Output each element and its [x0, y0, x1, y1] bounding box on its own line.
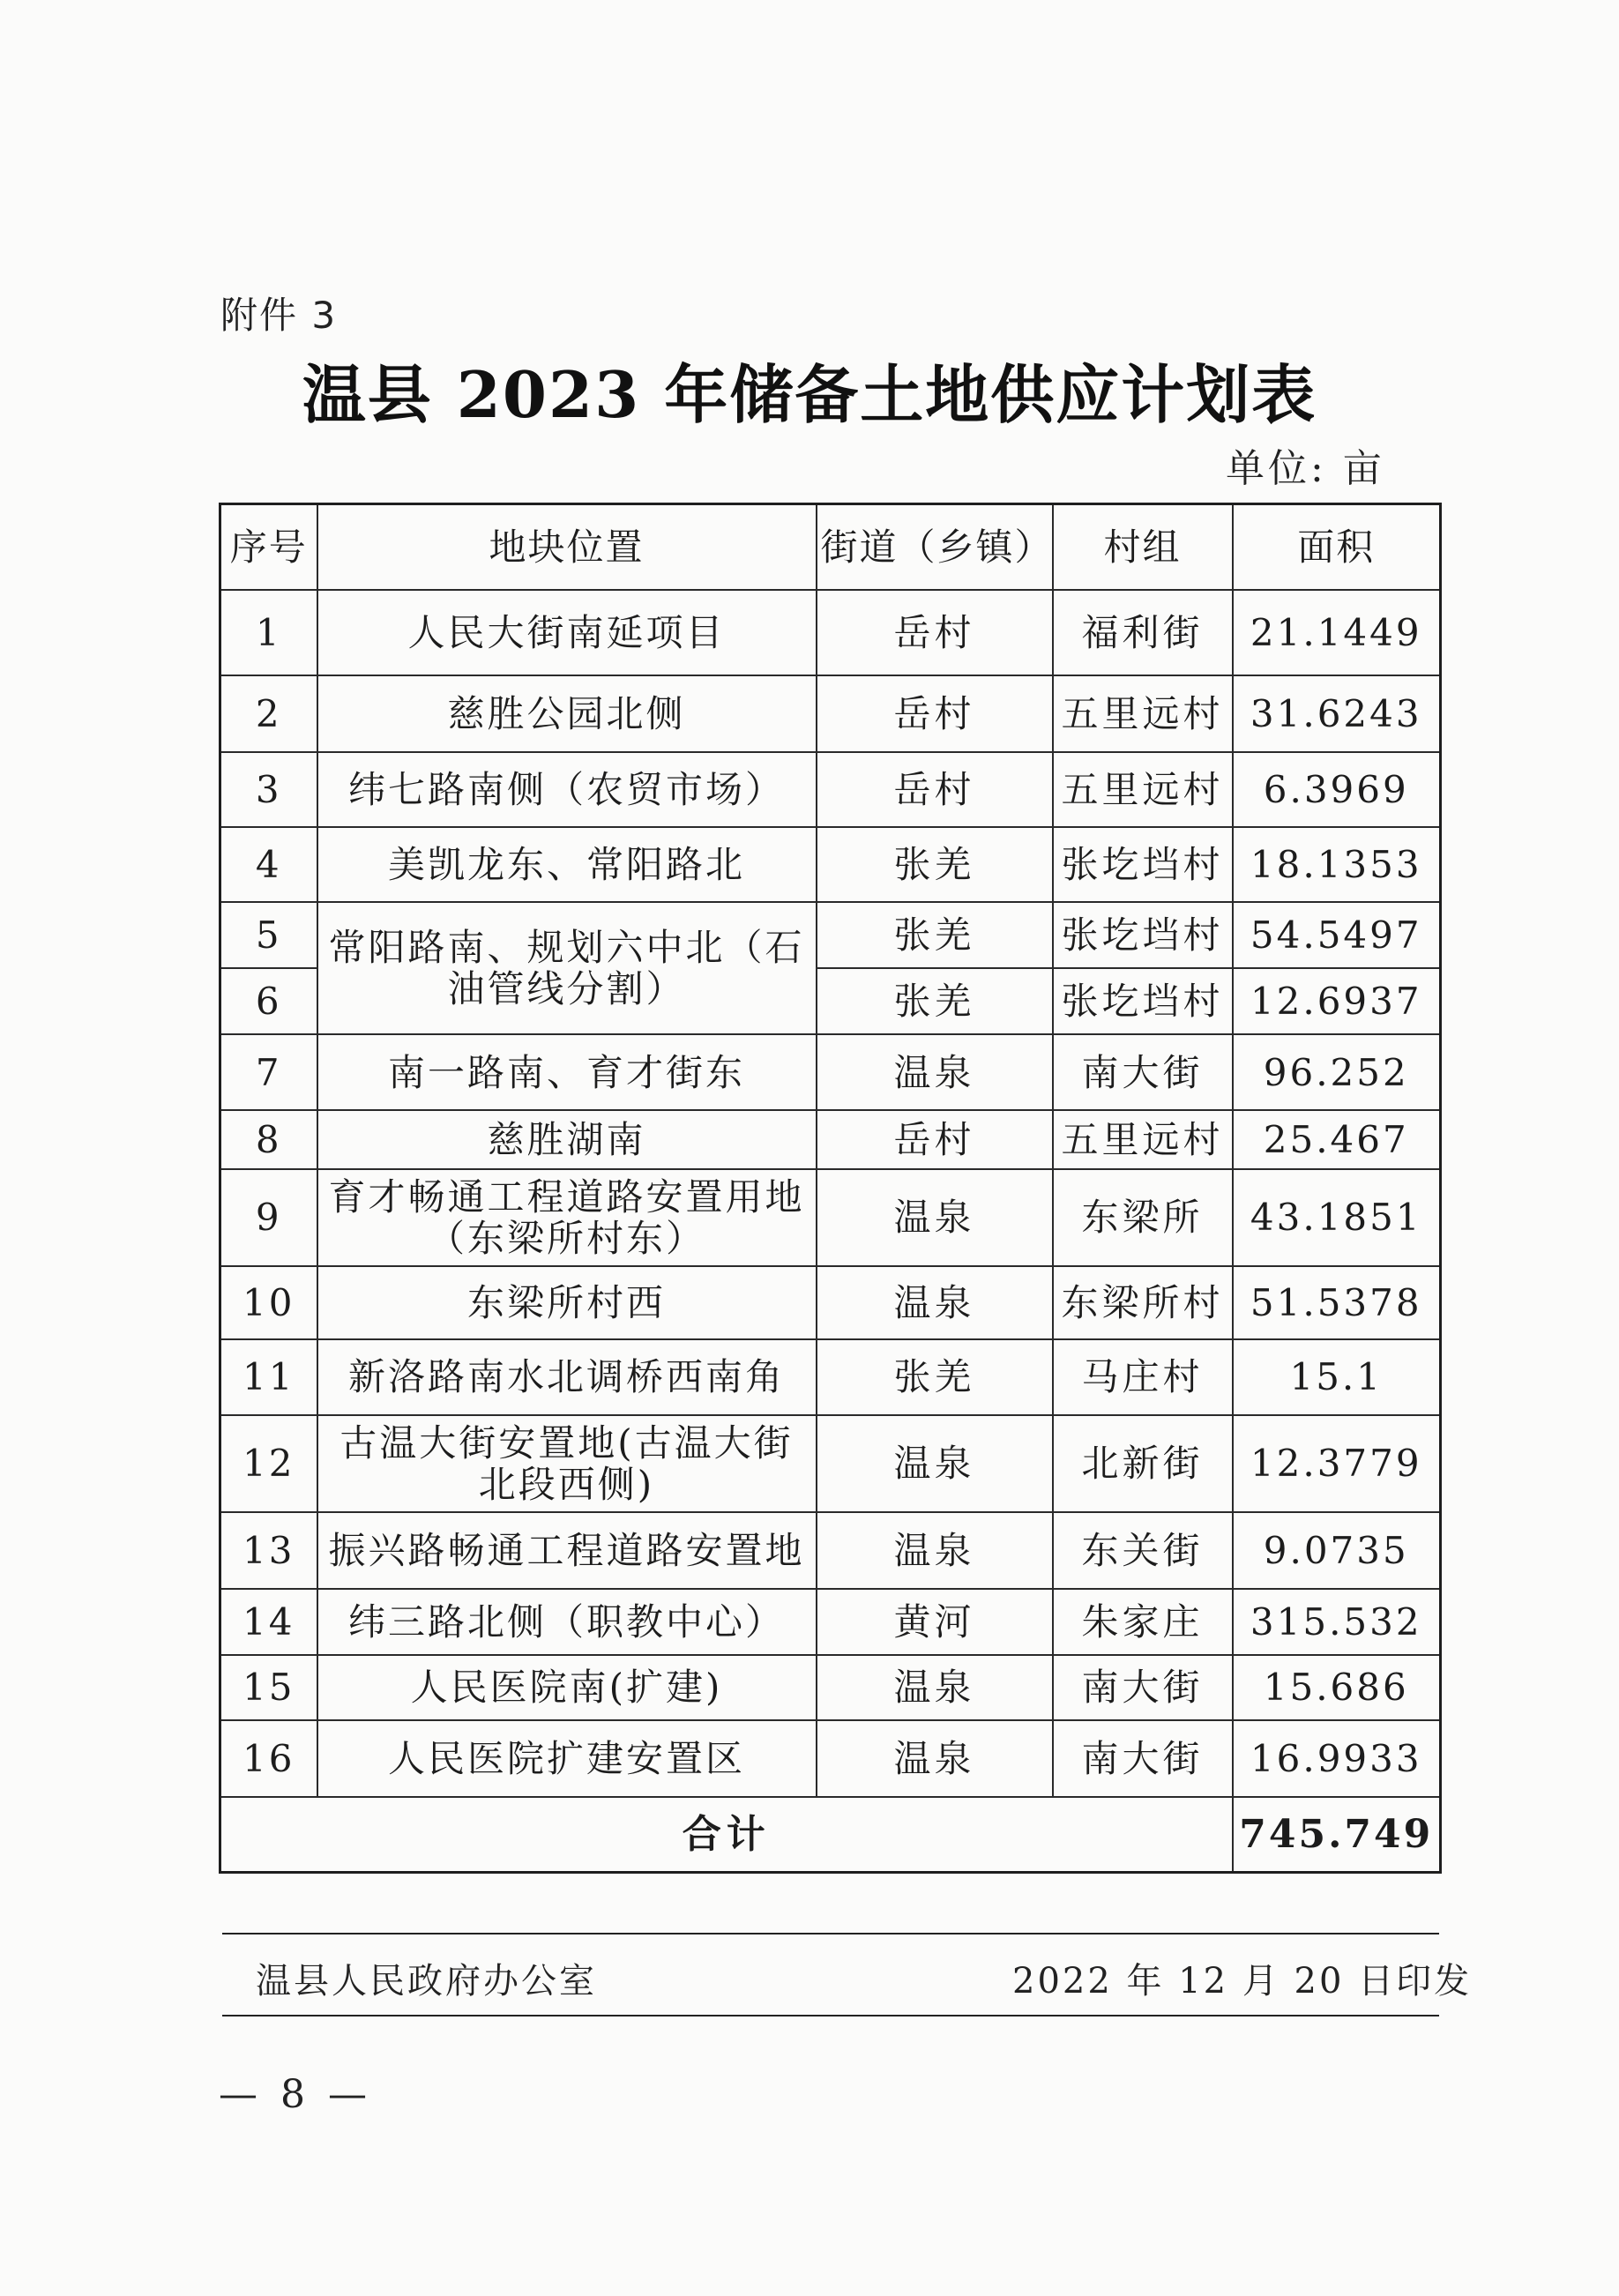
table-row: [220, 1339, 1441, 1415]
row-village: 五里远村: [1053, 752, 1233, 828]
row-location: 南一路南、育才街东: [317, 1034, 817, 1111]
row-location: 慈胜湖南: [317, 1110, 817, 1168]
row-area: 9.0735: [1233, 1512, 1441, 1590]
header-location: 地块位置: [317, 504, 817, 590]
row-no: 4: [220, 827, 317, 902]
row-no: 10: [220, 1266, 317, 1340]
table-row: [220, 1266, 1441, 1340]
row-no: 7: [220, 1034, 317, 1111]
table-row: [220, 675, 1441, 752]
table-header-row: [220, 504, 1441, 590]
total-label: 合计: [220, 1797, 1233, 1873]
header-street: 街道（乡镇）: [817, 504, 1053, 590]
table-row: [220, 1512, 1441, 1590]
row-location: 纬七路南侧（农贸市场）: [317, 752, 817, 828]
table-row: [220, 1589, 1441, 1654]
table-total-row: [220, 1797, 1441, 1873]
row-village: 张圪垱村: [1053, 968, 1233, 1033]
table-row: [220, 1169, 1441, 1266]
row-street: 岳村: [817, 675, 1053, 752]
table-row: [220, 1720, 1441, 1797]
row-no: 1: [220, 590, 317, 676]
row-area: 51.5378: [1233, 1266, 1441, 1340]
row-village: 朱家庄: [1053, 1589, 1233, 1654]
row-village: 南大街: [1053, 1655, 1233, 1720]
row-street: 岳村: [817, 752, 1053, 828]
row-no: 13: [220, 1512, 317, 1590]
row-no: 3: [220, 752, 317, 828]
row-location: 东梁所村西: [317, 1266, 817, 1340]
row-location: 人民医院扩建安置区: [317, 1720, 817, 1797]
row-location: 纬三路北侧（职教中心）: [317, 1589, 817, 1654]
row-area: 31.6243: [1233, 675, 1441, 752]
row-area: 25.467: [1233, 1110, 1441, 1168]
row-village: 南大街: [1053, 1034, 1233, 1111]
footer-bottom-rule: [222, 2015, 1439, 2016]
row-area: 12.6937: [1233, 968, 1441, 1033]
row-street: 温泉: [817, 1720, 1053, 1797]
row-village: 五里远村: [1053, 675, 1233, 752]
issuer-name: 温县人民政府办公室: [256, 1961, 597, 2002]
row-no: 14: [220, 1589, 317, 1654]
row-village: 马庄村: [1053, 1339, 1233, 1415]
row-street: 张羌: [817, 1339, 1053, 1415]
row-area: 21.1449: [1233, 590, 1441, 676]
table-row: [220, 752, 1441, 828]
row-no: 12: [220, 1415, 317, 1512]
row-street: 张羌: [817, 827, 1053, 902]
row-street: 张羌: [817, 902, 1053, 968]
row-street: 岳村: [817, 590, 1053, 676]
row-area: 43.1851: [1233, 1169, 1441, 1266]
attachment-label: 附件 3: [220, 294, 338, 337]
row-no: 16: [220, 1720, 317, 1797]
row-street: 岳村: [817, 1110, 1053, 1168]
table-row: [220, 1655, 1441, 1720]
row-street: 温泉: [817, 1034, 1053, 1111]
row-area: 54.5497: [1233, 902, 1441, 968]
row-village: 福利街: [1053, 590, 1233, 676]
row-street: 张羌: [817, 968, 1053, 1033]
document-title: 温县 2023 年储备土地供应计划表: [302, 357, 1317, 432]
row-location: 人民医院南(扩建): [317, 1655, 817, 1720]
issue-date: 2022 年 12 月 20 日印发: [1012, 1961, 1473, 2002]
row-location: 古温大街安置地(古温大街北段西侧): [317, 1415, 817, 1512]
row-village: 五里远村: [1053, 1110, 1233, 1168]
row-location: 育才畅通工程道路安置用地（东梁所村东）: [317, 1169, 817, 1266]
header-no: 序号: [220, 504, 317, 590]
row-street: 温泉: [817, 1512, 1053, 1590]
row-area: 18.1353: [1233, 827, 1441, 902]
row-village: 张圪垱村: [1053, 902, 1233, 968]
row-village: 东关街: [1053, 1512, 1233, 1590]
header-area: 面积: [1233, 504, 1441, 590]
table-row: [220, 590, 1441, 676]
header-village: 村组: [1053, 504, 1233, 590]
row-no: 9: [220, 1169, 317, 1266]
land-supply-table: [219, 503, 1442, 1874]
row-area: 12.3779: [1233, 1415, 1441, 1512]
row-location: 慈胜公园北侧: [317, 675, 817, 752]
row-area: 6.3969: [1233, 752, 1441, 828]
row-no: 6: [220, 968, 317, 1033]
row-street: 温泉: [817, 1415, 1053, 1512]
table-row: [220, 1034, 1441, 1111]
row-location: 新洛路南水北调桥西南角: [317, 1339, 817, 1415]
row-no: 11: [220, 1339, 317, 1415]
row-location: 美凯龙东、常阳路北: [317, 827, 817, 902]
row-location-merged: 常阳路南、规划六中北（石油管线分割）: [317, 902, 817, 1034]
total-value: 745.749: [1233, 1797, 1441, 1873]
row-street: 温泉: [817, 1655, 1053, 1720]
table-row: [220, 1415, 1441, 1512]
row-area: 16.9933: [1233, 1720, 1441, 1797]
row-area: 15.1: [1233, 1339, 1441, 1415]
row-no: 5: [220, 902, 317, 968]
table-row: [220, 827, 1441, 902]
row-no: 15: [220, 1655, 317, 1720]
row-location: 振兴路畅通工程道路安置地: [317, 1512, 817, 1590]
row-no: 2: [220, 675, 317, 752]
row-street: 黄河: [817, 1589, 1053, 1654]
table-row: [220, 902, 1441, 968]
row-village: 南大街: [1053, 1720, 1233, 1797]
row-street: 温泉: [817, 1266, 1053, 1340]
row-area: 15.686: [1233, 1655, 1441, 1720]
row-village: 北新街: [1053, 1415, 1233, 1512]
row-village: 东梁所村: [1053, 1266, 1233, 1340]
row-area: 96.252: [1233, 1034, 1441, 1111]
table-row: [220, 1110, 1441, 1168]
row-street: 温泉: [817, 1169, 1053, 1266]
row-location: 人民大街南延项目: [317, 590, 817, 676]
unit-label: 单位: 亩: [1226, 446, 1385, 491]
row-village: 张圪垱村: [1053, 827, 1233, 902]
row-village: 东梁所: [1053, 1169, 1233, 1266]
page-number: — 8 —: [219, 2072, 372, 2117]
row-no: 8: [220, 1110, 317, 1168]
footer-top-rule: [222, 1933, 1439, 1934]
row-area: 315.532: [1233, 1589, 1441, 1654]
